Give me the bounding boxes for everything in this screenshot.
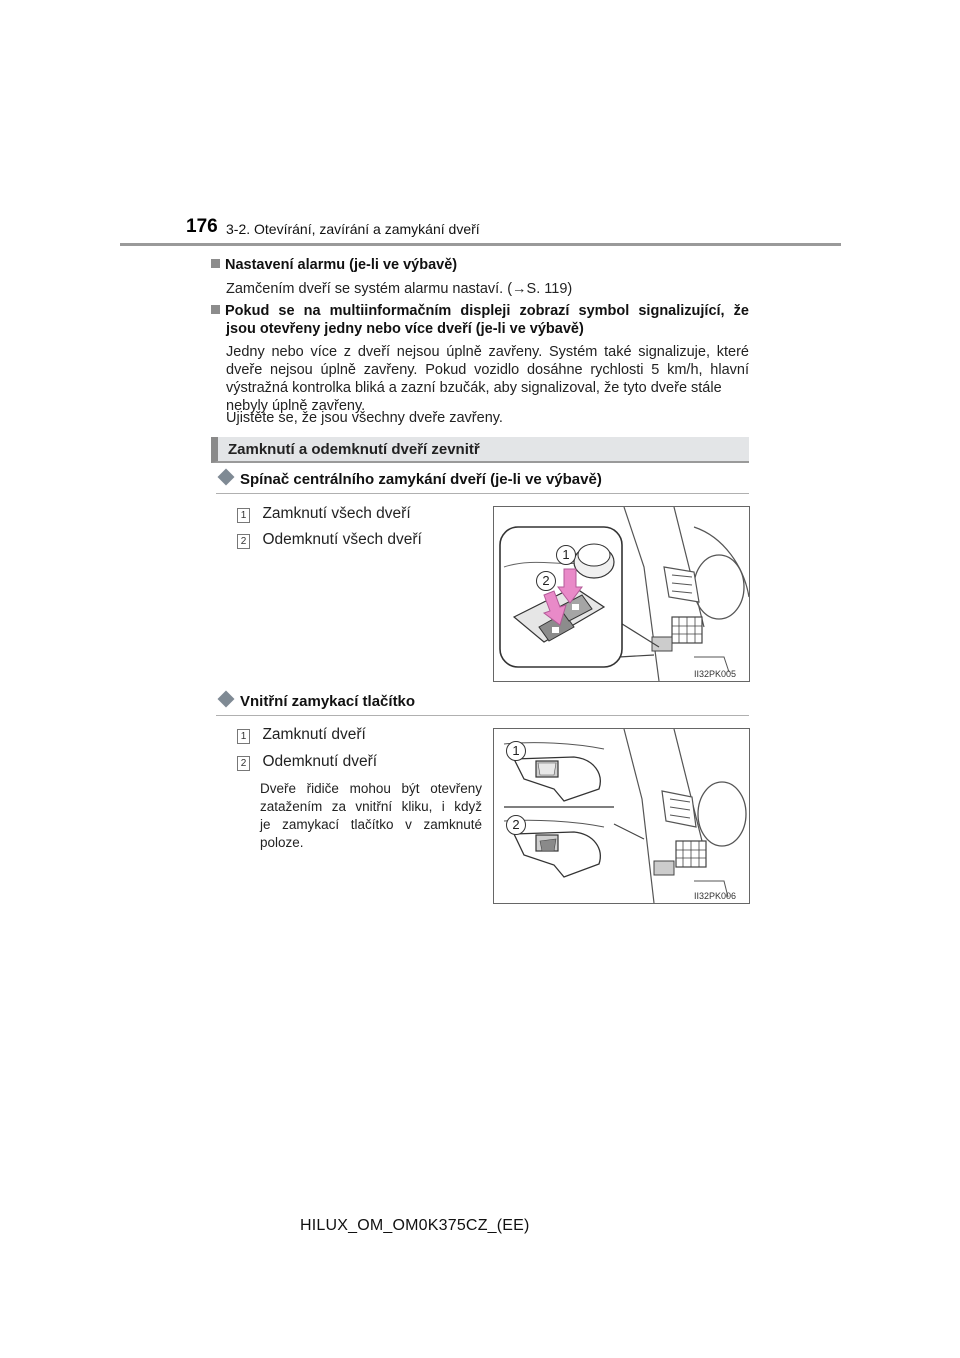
callout-1: 1 bbox=[556, 545, 576, 565]
section-title: Zamknutí a odemknutí dveří zevnitř bbox=[228, 441, 480, 458]
list-item: 1 Zamknutí dveří bbox=[237, 726, 366, 744]
central-lock-heading: Spínač centrálního zamykání dveří (je-li ve výbavě) bbox=[216, 471, 602, 488]
door-warning-text-line1: Jedny nebo více z dveří nejsou úplně zavřeny. Systém také signalizuje, které bbox=[226, 344, 749, 360]
list-item: 1 Zamknutí všech dveří bbox=[237, 505, 411, 523]
page-number: 176 bbox=[186, 216, 218, 237]
note-line4: poloze. bbox=[260, 835, 304, 850]
subsection-rule bbox=[216, 493, 749, 494]
inside-lock-heading: Vnitřní zamykací tlačítko bbox=[216, 693, 415, 710]
item-number-box: 1 bbox=[237, 508, 250, 523]
door-warning-text-line4: nebyly úplně zavřeny. bbox=[226, 398, 366, 414]
inside-lock-illustration bbox=[494, 729, 749, 903]
square-bullet-icon bbox=[211, 305, 220, 314]
note-line2: zatažením za vnitřní kliku, i když bbox=[260, 799, 482, 814]
item-number-box: 2 bbox=[237, 756, 250, 771]
document-code-footer: HILUX_OM_OM0K375CZ_(EE) bbox=[300, 1217, 530, 1234]
item-number-box: 1 bbox=[237, 729, 250, 744]
alarm-heading: Nastavení alarmu (je-li ve výbavě) bbox=[211, 256, 457, 274]
note-line1: Dveře řidiče mohou být otevřeny bbox=[260, 781, 482, 796]
figure-code: II32PK006 bbox=[694, 891, 737, 901]
figure-code: II32PK005 bbox=[694, 669, 737, 679]
door-warning-text-line2: dveře nejsou úplně zavřeny. Pokud vozidlo dosáhne rychlosti 5 km/h, hlavní bbox=[226, 362, 749, 378]
header-rule bbox=[120, 243, 841, 246]
callout-2: 2 bbox=[506, 815, 526, 835]
door-warning-heading-line1: Pokud se na multiinformačním displeji zobrazí symbol signalizující, že bbox=[211, 302, 749, 320]
subsection-rule bbox=[216, 715, 749, 716]
diamond-bullet-icon bbox=[218, 469, 235, 486]
central-lock-figure bbox=[493, 506, 750, 682]
door-warning-text-line5: Ujistěte se, že jsou všechny dveře zavřeny. bbox=[226, 410, 503, 426]
note-line3: je zamykací tlačítko v zamknuté bbox=[260, 817, 482, 832]
alarm-text: Zamčením dveří se systém alarmu nastaví. (→S. 119) bbox=[226, 281, 573, 297]
central-lock-illustration bbox=[494, 507, 749, 681]
section-title-bar bbox=[211, 437, 749, 463]
door-warning-text-line3: výstražná kontrolka bliká a zazní bzučák, aby signalizoval, že tyto dveře stále bbox=[226, 380, 722, 396]
running-header: 3-2. Otevírání, zavírání a zamykání dveří bbox=[226, 221, 480, 237]
square-bullet-icon bbox=[211, 259, 220, 268]
inside-lock-figure bbox=[493, 728, 750, 904]
list-item: 2 Odemknutí všech dveří bbox=[237, 531, 422, 549]
callout-1: 1 bbox=[506, 741, 526, 761]
diamond-bullet-icon bbox=[218, 691, 235, 708]
list-item: 2 Odemknutí dveří bbox=[237, 753, 377, 771]
item-number-box: 2 bbox=[237, 534, 250, 549]
door-warning-heading-line2: jsou otevřeny jedny nebo více dveří (je-li ve výbavě) bbox=[226, 321, 584, 337]
callout-2: 2 bbox=[536, 571, 556, 591]
